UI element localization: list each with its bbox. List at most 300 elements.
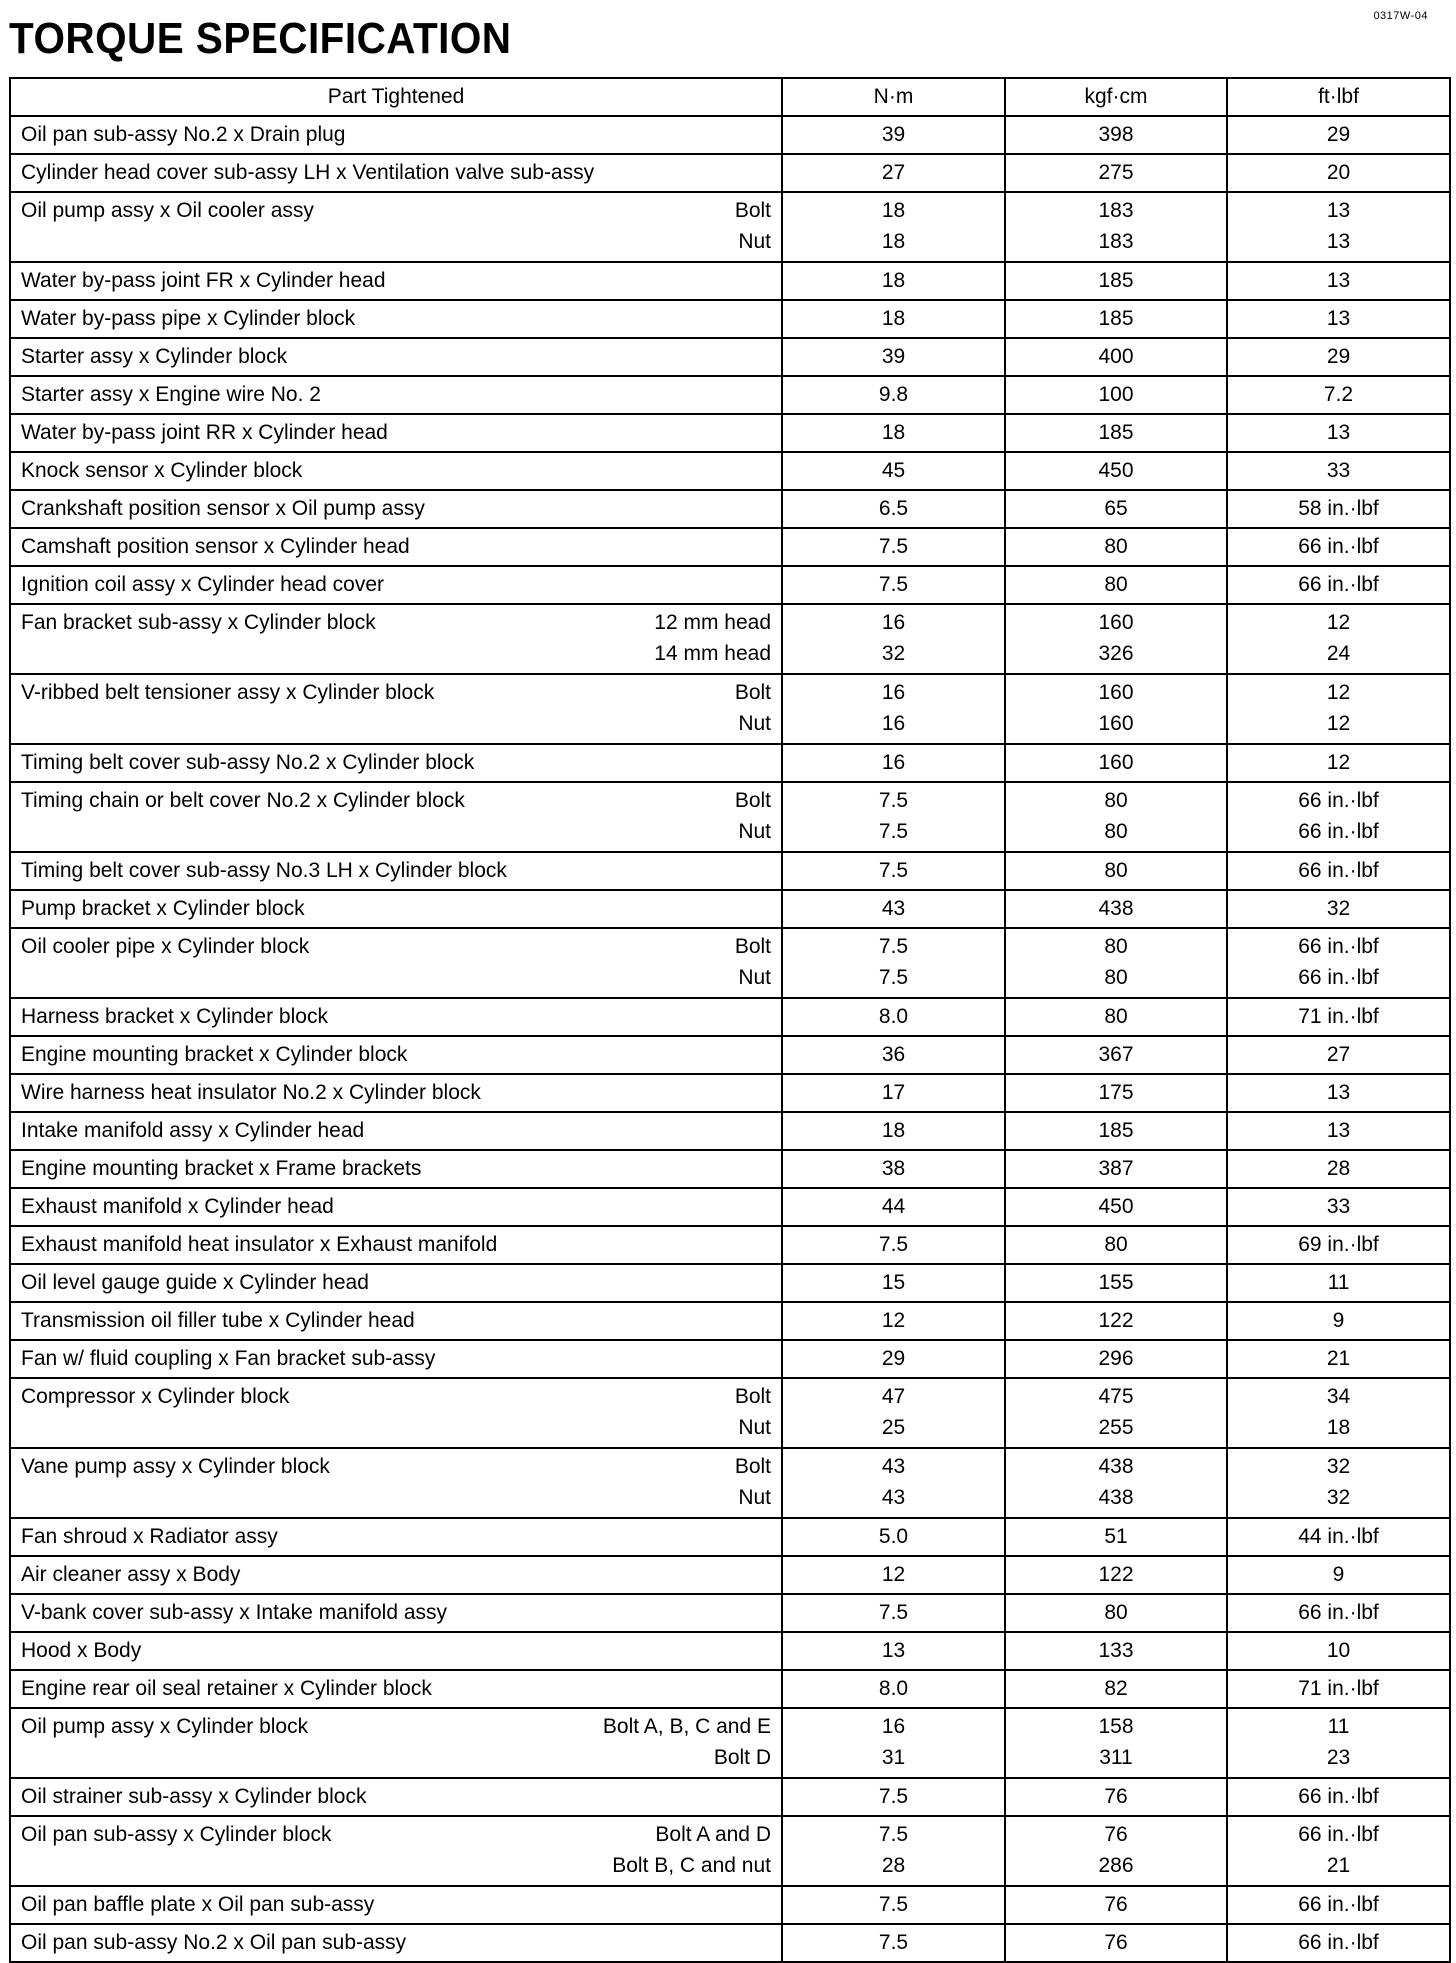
- torque-value: 7.5: [878, 535, 909, 558]
- fastener-qualifier: Nut: [738, 230, 771, 253]
- torque-value: 29: [1326, 123, 1351, 146]
- torque-value: 66 in.·lbf: [1298, 859, 1379, 882]
- torque-value: 20: [1326, 161, 1351, 184]
- nm-cell: [782, 490, 1005, 528]
- table-row: [10, 1036, 1450, 1074]
- kgfcm-cell: [1005, 1150, 1227, 1188]
- torque-value: 18: [1326, 1416, 1351, 1439]
- part-name: Harness bracket x Cylinder block: [21, 1005, 328, 1028]
- table-row: [10, 998, 1450, 1036]
- part-name: Oil pan sub-assy No.2 x Drain plug: [21, 123, 346, 146]
- table-row: [10, 566, 1450, 604]
- torque-value: 9: [1332, 1309, 1345, 1332]
- kgfcm-cell: [1005, 1556, 1227, 1594]
- part-name: Fan bracket sub-assy x Cylinder block: [21, 611, 376, 634]
- table-row: [10, 744, 1450, 782]
- part-name: Exhaust manifold heat insulator x Exhaust manifold: [21, 1233, 498, 1256]
- kgfcm-cell: [1005, 1448, 1227, 1518]
- torque-value: 80: [1104, 573, 1128, 596]
- part-cell: [10, 1448, 782, 1518]
- part-name: Vane pump assy x Cylinder block: [21, 1455, 330, 1478]
- torque-value: 7.5: [878, 1233, 909, 1256]
- torque-value: 44 in.·lbf: [1298, 1525, 1379, 1548]
- torque-value: 13: [1326, 199, 1351, 222]
- part-name: Oil strainer sub-assy x Cylinder block: [21, 1785, 367, 1808]
- ftlbf-cell: [1227, 1264, 1450, 1302]
- part-name: Wire harness heat insulator No.2 x Cylinder block: [21, 1081, 481, 1104]
- part-cell: [10, 1924, 782, 1962]
- part-name: Exhaust manifold x Cylinder head: [21, 1195, 334, 1218]
- kgfcm-cell: [1005, 1518, 1227, 1556]
- torque-value: 158: [1098, 1715, 1134, 1738]
- torque-value: 36: [881, 1043, 906, 1066]
- torque-value: 438: [1098, 1455, 1134, 1478]
- table-row: [10, 1708, 1450, 1778]
- part-name: Crankshaft position sensor x Oil pump assy: [21, 497, 425, 520]
- torque-value: 66 in.·lbf: [1298, 573, 1379, 596]
- torque-value: 9: [1332, 1563, 1345, 1586]
- torque-value: 31: [881, 1746, 906, 1769]
- nm-cell: [782, 1340, 1005, 1378]
- table-row: [10, 604, 1450, 674]
- part-cell: [10, 490, 782, 528]
- torque-value: 7.5: [878, 966, 909, 989]
- part-cell: [10, 1556, 782, 1594]
- torque-value: 39: [881, 345, 906, 368]
- kgfcm-cell: [1005, 1036, 1227, 1074]
- part-name: Water by-pass joint RR x Cylinder head: [21, 421, 388, 444]
- ftlbf-cell: [1227, 1594, 1450, 1632]
- part-name: V-ribbed belt tensioner assy x Cylinder block: [21, 681, 435, 704]
- part-name: V-bank cover sub-assy x Intake manifold assy: [21, 1601, 448, 1624]
- part-name: Knock sensor x Cylinder block: [21, 459, 303, 482]
- ftlbf-cell: [1227, 452, 1450, 490]
- torque-value: 18: [881, 269, 906, 292]
- ftlbf-cell: [1227, 300, 1450, 338]
- torque-value: 12: [1326, 751, 1351, 774]
- torque-value: 24: [1326, 642, 1351, 665]
- ftlbf-cell: [1227, 1188, 1450, 1226]
- part-cell: [10, 116, 782, 154]
- nm-cell: [782, 1518, 1005, 1556]
- torque-value: 34: [1326, 1385, 1351, 1408]
- fastener-qualifier: Bolt: [734, 935, 771, 958]
- part-cell: [10, 744, 782, 782]
- nm-cell: [782, 1886, 1005, 1924]
- ftlbf-cell: [1227, 1886, 1450, 1924]
- nm-cell: [782, 116, 1005, 154]
- torque-value: 12: [1326, 712, 1351, 735]
- torque-value: 326: [1098, 642, 1134, 665]
- torque-value: 66 in.·lbf: [1298, 820, 1379, 843]
- torque-value: 76: [1104, 1823, 1128, 1846]
- part-name: Transmission oil filler tube x Cylinder head: [21, 1309, 415, 1332]
- torque-value: 44: [881, 1195, 906, 1218]
- torque-value: 185: [1098, 269, 1134, 292]
- torque-value: 80: [1104, 1233, 1128, 1256]
- torque-value: 69 in.·lbf: [1298, 1233, 1379, 1256]
- torque-value: 80: [1104, 820, 1128, 843]
- part-name: Oil level gauge guide x Cylinder head: [21, 1271, 369, 1294]
- table-row: [10, 1886, 1450, 1924]
- fastener-qualifier: Bolt: [734, 681, 771, 704]
- torque-value: 7.5: [878, 1823, 909, 1846]
- nm-cell: [782, 1150, 1005, 1188]
- torque-value: 275: [1098, 161, 1134, 184]
- part-cell: [10, 376, 782, 414]
- table-row: [10, 1302, 1450, 1340]
- kgfcm-cell: [1005, 1708, 1227, 1778]
- kgfcm-cell: [1005, 490, 1227, 528]
- nm-cell: [782, 1074, 1005, 1112]
- torque-value: 13: [1326, 307, 1351, 330]
- torque-value: 71 in.·lbf: [1298, 1677, 1379, 1700]
- torque-value: 11: [1327, 1715, 1350, 1738]
- nm-cell: [782, 998, 1005, 1036]
- kgfcm-cell: [1005, 300, 1227, 338]
- nm-cell: [782, 1036, 1005, 1074]
- part-cell: [10, 890, 782, 928]
- torque-value: 66 in.·lbf: [1298, 1601, 1379, 1624]
- part-name: Intake manifold assy x Cylinder head: [21, 1119, 365, 1142]
- nm-cell: [782, 674, 1005, 744]
- table-row: [10, 376, 1450, 414]
- part-cell: [10, 1670, 782, 1708]
- table-row: [10, 1264, 1450, 1302]
- part-name: Oil pan sub-assy x Cylinder block: [21, 1823, 332, 1846]
- part-cell: [10, 928, 782, 998]
- ftlbf-cell: [1227, 890, 1450, 928]
- part-cell: [10, 1778, 782, 1816]
- torque-value: 32: [1326, 1455, 1351, 1478]
- kgfcm-cell: [1005, 852, 1227, 890]
- part-name: Timing chain or belt cover No.2 x Cylinder block: [21, 789, 465, 812]
- torque-value: 387: [1098, 1157, 1134, 1180]
- ftlbf-cell: [1227, 154, 1450, 192]
- table-body: [10, 116, 1450, 1962]
- ftlbf-cell: [1227, 1924, 1450, 1962]
- part-name: Timing belt cover sub-assy No.3 LH x Cylinder block: [21, 859, 507, 882]
- nm-cell: [782, 782, 1005, 852]
- torque-value: 9.8: [878, 383, 909, 406]
- torque-value: 80: [1104, 1005, 1128, 1028]
- torque-value: 255: [1098, 1416, 1134, 1439]
- torque-value: 66 in.·lbf: [1298, 1931, 1379, 1954]
- kgfcm-cell: [1005, 414, 1227, 452]
- ftlbf-cell: [1227, 1150, 1450, 1188]
- torque-value: 32: [1326, 897, 1351, 920]
- torque-value: 12: [1326, 611, 1351, 634]
- torque-value: 66 in.·lbf: [1298, 1785, 1379, 1808]
- torque-value: 38: [881, 1157, 906, 1180]
- nm-cell: [782, 376, 1005, 414]
- table-row: [10, 1518, 1450, 1556]
- torque-value: 66 in.·lbf: [1298, 1893, 1379, 1916]
- torque-value: 27: [881, 161, 906, 184]
- page-title: TORQUE SPECIFICATION: [9, 14, 512, 63]
- torque-value: 28: [881, 1854, 906, 1877]
- torque-value: 33: [1326, 1195, 1351, 1218]
- part-cell: [10, 604, 782, 674]
- kgfcm-cell: [1005, 1594, 1227, 1632]
- torque-value: 66 in.·lbf: [1298, 966, 1379, 989]
- torque-value: 367: [1098, 1043, 1134, 1066]
- nm-cell: [782, 1708, 1005, 1778]
- table-row: [10, 1594, 1450, 1632]
- column-header-nm: N·m: [782, 78, 1005, 116]
- torque-value: 58 in.·lbf: [1298, 497, 1379, 520]
- part-name: Engine rear oil seal retainer x Cylinder block: [21, 1677, 432, 1700]
- torque-value: 43: [881, 1455, 906, 1478]
- document-code: 0317W-04: [1373, 10, 1428, 22]
- part-cell: [10, 1264, 782, 1302]
- torque-value: 7.5: [878, 820, 909, 843]
- torque-value: 13: [1326, 230, 1351, 253]
- nm-cell: [782, 262, 1005, 300]
- torque-value: 7.5: [878, 789, 909, 812]
- ftlbf-cell: [1227, 998, 1450, 1036]
- torque-value: 66 in.·lbf: [1298, 789, 1379, 812]
- table-row: [10, 1778, 1450, 1816]
- torque-value: 27: [1326, 1043, 1351, 1066]
- torque-value: 13: [881, 1639, 906, 1662]
- torque-value: 10: [1326, 1639, 1351, 1662]
- kgfcm-cell: [1005, 376, 1227, 414]
- torque-value: 8.0: [878, 1005, 909, 1028]
- kgfcm-cell: [1005, 1188, 1227, 1226]
- part-cell: [10, 300, 782, 338]
- nm-cell: [782, 928, 1005, 998]
- nm-cell: [782, 1112, 1005, 1150]
- fastener-qualifier: Bolt B, C and nut: [612, 1854, 771, 1877]
- fastener-qualifier: 12 mm head: [654, 611, 771, 634]
- torque-value: 32: [881, 642, 906, 665]
- table-row: [10, 928, 1450, 998]
- torque-value: 438: [1098, 1486, 1134, 1509]
- nm-cell: [782, 744, 1005, 782]
- part-name: Fan shroud x Radiator assy: [21, 1525, 278, 1548]
- kgfcm-cell: [1005, 1778, 1227, 1816]
- torque-value: 12: [1326, 681, 1351, 704]
- table-row: [10, 1924, 1450, 1962]
- nm-cell: [782, 1302, 1005, 1340]
- fastener-qualifier: Bolt: [734, 1385, 771, 1408]
- torque-value: 13: [1326, 1119, 1351, 1142]
- fastener-qualifier: Nut: [738, 1486, 771, 1509]
- kgfcm-cell: [1005, 528, 1227, 566]
- torque-value: 185: [1098, 1119, 1134, 1142]
- torque-value: 296: [1098, 1347, 1134, 1370]
- table-row: [10, 1378, 1450, 1448]
- torque-value: 5.0: [878, 1525, 909, 1548]
- nm-cell: [782, 192, 1005, 262]
- table-row: [10, 674, 1450, 744]
- table-row: [10, 116, 1450, 154]
- kgfcm-cell: [1005, 338, 1227, 376]
- part-name: Camshaft position sensor x Cylinder head: [21, 535, 410, 558]
- part-name: Air cleaner assy x Body: [21, 1563, 241, 1586]
- part-name: Water by-pass joint FR x Cylinder head: [21, 269, 386, 292]
- part-name: Engine mounting bracket x Cylinder block: [21, 1043, 408, 1066]
- kgfcm-cell: [1005, 1378, 1227, 1448]
- nm-cell: [782, 1226, 1005, 1264]
- part-cell: [10, 1708, 782, 1778]
- ftlbf-cell: [1227, 1670, 1450, 1708]
- torque-value: 160: [1098, 712, 1134, 735]
- torque-value: 66 in.·lbf: [1298, 535, 1379, 558]
- ftlbf-cell: [1227, 782, 1450, 852]
- part-name: Oil cooler pipe x Cylinder block: [21, 935, 310, 958]
- part-cell: [10, 414, 782, 452]
- torque-value: 16: [881, 611, 906, 634]
- ftlbf-cell: [1227, 1778, 1450, 1816]
- table-row: [10, 1226, 1450, 1264]
- ftlbf-cell: [1227, 1112, 1450, 1150]
- torque-value: 7.5: [878, 859, 909, 882]
- ftlbf-cell: [1227, 1448, 1450, 1518]
- ftlbf-cell: [1227, 116, 1450, 154]
- ftlbf-cell: [1227, 566, 1450, 604]
- ftlbf-cell: [1227, 490, 1450, 528]
- table-row: [10, 890, 1450, 928]
- kgfcm-cell: [1005, 1074, 1227, 1112]
- part-cell: [10, 1594, 782, 1632]
- nm-cell: [782, 1816, 1005, 1886]
- ftlbf-cell: [1227, 674, 1450, 744]
- torque-value: 160: [1098, 751, 1134, 774]
- kgfcm-cell: [1005, 1886, 1227, 1924]
- nm-cell: [782, 1264, 1005, 1302]
- kgfcm-cell: [1005, 154, 1227, 192]
- torque-value: 160: [1098, 681, 1134, 704]
- torque-value: 7.5: [878, 1601, 909, 1624]
- torque-value: 82: [1104, 1677, 1128, 1700]
- torque-value: 311: [1099, 1746, 1133, 1769]
- torque-value: 16: [881, 712, 906, 735]
- torque-value: 438: [1098, 897, 1134, 920]
- part-cell: [10, 1036, 782, 1074]
- torque-value: 450: [1098, 459, 1134, 482]
- ftlbf-cell: [1227, 1378, 1450, 1448]
- part-cell: [10, 1226, 782, 1264]
- ftlbf-cell: [1227, 1632, 1450, 1670]
- ftlbf-cell: [1227, 852, 1450, 890]
- nm-cell: [782, 890, 1005, 928]
- torque-value: 183: [1098, 230, 1134, 253]
- table-row: [10, 490, 1450, 528]
- part-cell: [10, 1150, 782, 1188]
- torque-value: 122: [1098, 1563, 1134, 1586]
- torque-value: 7.5: [878, 935, 909, 958]
- part-cell: [10, 262, 782, 300]
- fastener-qualifier: Bolt A and D: [655, 1823, 771, 1846]
- ftlbf-cell: [1227, 1074, 1450, 1112]
- part-cell: [10, 192, 782, 262]
- part-cell: [10, 782, 782, 852]
- nm-cell: [782, 1378, 1005, 1448]
- part-cell: [10, 1340, 782, 1378]
- torque-value: 33: [1326, 459, 1351, 482]
- table-row: [10, 782, 1450, 852]
- nm-cell: [782, 566, 1005, 604]
- column-header-ftlbf: ft·lbf: [1227, 78, 1450, 116]
- ftlbf-cell: [1227, 1816, 1450, 1886]
- table-row: [10, 154, 1450, 192]
- table-row: [10, 300, 1450, 338]
- nm-cell: [782, 852, 1005, 890]
- torque-value: 122: [1098, 1309, 1134, 1332]
- ftlbf-cell: [1227, 1556, 1450, 1594]
- part-cell: [10, 566, 782, 604]
- nm-cell: [782, 1632, 1005, 1670]
- torque-value: 400: [1098, 345, 1134, 368]
- part-name: Timing belt cover sub-assy No.2 x Cylinder block: [21, 751, 475, 774]
- kgfcm-cell: [1005, 1632, 1227, 1670]
- torque-value: 18: [881, 199, 906, 222]
- table-row: [10, 262, 1450, 300]
- torque-value: 13: [1326, 421, 1351, 444]
- torque-value: 7.5: [878, 1931, 909, 1954]
- torque-value: 66 in.·lbf: [1298, 935, 1379, 958]
- nm-cell: [782, 1448, 1005, 1518]
- torque-value: 76: [1104, 1785, 1128, 1808]
- torque-value: 183: [1098, 199, 1134, 222]
- kgfcm-cell: [1005, 1816, 1227, 1886]
- part-cell: [10, 1518, 782, 1556]
- fastener-qualifier: Nut: [738, 1416, 771, 1439]
- torque-value: 185: [1098, 307, 1134, 330]
- part-cell: [10, 1886, 782, 1924]
- table-row: [10, 338, 1450, 376]
- torque-value: 175: [1098, 1081, 1134, 1104]
- table-row: [10, 1340, 1450, 1378]
- torque-value: 16: [881, 751, 906, 774]
- torque-value: 398: [1098, 123, 1134, 146]
- part-name: Oil pan baffle plate x Oil pan sub-assy: [21, 1893, 375, 1916]
- part-name: Engine mounting bracket x Frame brackets: [21, 1157, 422, 1180]
- kgfcm-cell: [1005, 192, 1227, 262]
- torque-value: 13: [1326, 269, 1351, 292]
- torque-value: 65: [1104, 497, 1128, 520]
- torque-value: 160: [1098, 611, 1134, 634]
- part-name: Ignition coil assy x Cylinder head cover: [21, 573, 385, 596]
- fastener-qualifier: Bolt A, B, C and E: [602, 1715, 771, 1738]
- torque-value: 450: [1098, 1195, 1134, 1218]
- ftlbf-cell: [1227, 1708, 1450, 1778]
- table-row: [10, 1816, 1450, 1886]
- table-row: [10, 1632, 1450, 1670]
- kgfcm-cell: [1005, 1264, 1227, 1302]
- torque-value: 18: [881, 421, 906, 444]
- ftlbf-cell: [1227, 928, 1450, 998]
- kgfcm-cell: [1005, 744, 1227, 782]
- torque-value: 13: [1326, 1081, 1351, 1104]
- ftlbf-cell: [1227, 528, 1450, 566]
- table-row: [10, 1112, 1450, 1150]
- kgfcm-cell: [1005, 1924, 1227, 1962]
- torque-value: 80: [1104, 1601, 1128, 1624]
- torque-value: 80: [1104, 535, 1128, 558]
- torque-value: 29: [1326, 345, 1351, 368]
- fastener-qualifier: Bolt D: [713, 1746, 771, 1769]
- nm-cell: [782, 528, 1005, 566]
- ftlbf-cell: [1227, 338, 1450, 376]
- torque-value: 25: [881, 1416, 906, 1439]
- torque-value: 18: [881, 1119, 906, 1142]
- torque-value: 185: [1098, 421, 1134, 444]
- column-header-part: Part Tightened: [10, 78, 782, 116]
- torque-value: 32: [1326, 1486, 1351, 1509]
